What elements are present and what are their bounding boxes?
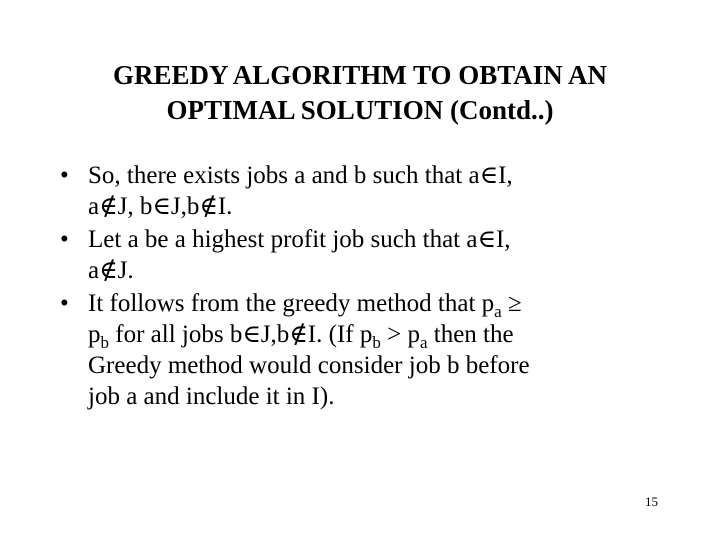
- bullet-item: [60, 288, 680, 412]
- bullet-icon: •: [60, 162, 69, 189]
- text-fragment: then the: [427, 321, 514, 348]
- text-fragment: p: [88, 321, 101, 348]
- bullet-list: [60, 160, 680, 414]
- bullet-3-line-4: job a and include it in I).: [88, 383, 335, 410]
- title-line-1: GREEDY ALGORITHM TO OBTAIN AN: [112, 60, 608, 90]
- text-fragment: It follows from the greedy method that p: [88, 290, 495, 317]
- bullet-icon: •: [60, 226, 69, 253]
- subscript: b: [100, 333, 109, 352]
- page-number: 15: [645, 494, 658, 509]
- bullet-icon: •: [60, 290, 69, 317]
- slide-title: [40, 58, 680, 128]
- subscript: a: [494, 302, 502, 321]
- text-fragment: for all jobs b∈J,b∉I. (If p: [109, 321, 373, 348]
- bullet-item: [60, 160, 680, 222]
- bullet-2-line-1: Let a be a highest profit job such that a∈I,: [88, 226, 511, 253]
- bullet-3-line-3: Greedy method would consider job b before: [88, 352, 530, 379]
- text-fragment: > p: [380, 321, 420, 348]
- bullet-3-line-2: [88, 319, 680, 350]
- bullet-3-line-1: [88, 288, 680, 319]
- title-line-2: OPTIMAL SOLUTION (Contd..): [166, 95, 554, 125]
- subscript: a: [419, 333, 428, 352]
- bullet-2-line-2: a∉J.: [88, 257, 134, 284]
- bullet-1-line-2: a∉J, b∈J,b∉I.: [88, 193, 233, 220]
- bullet-1-line-1: So, there exists jobs a and b such that a∈I,: [88, 162, 513, 189]
- bullet-item: [60, 224, 680, 286]
- subscript: b: [372, 333, 381, 352]
- text-fragment: ≥: [501, 290, 522, 317]
